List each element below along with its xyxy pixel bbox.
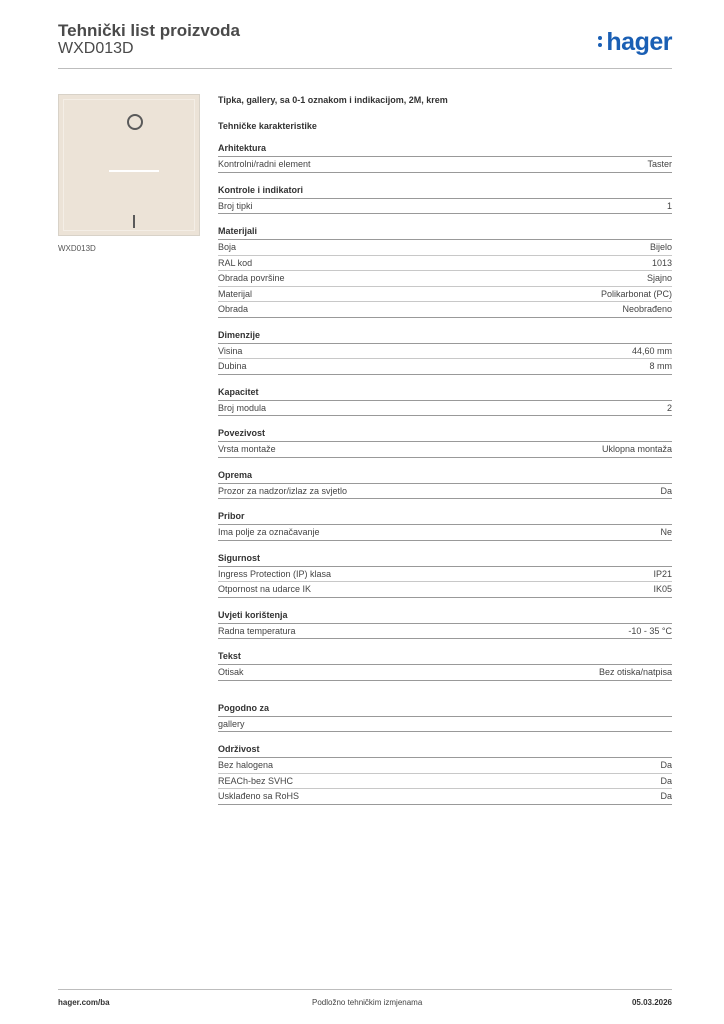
spec-label: Prozor za nadzor/izlaz za svjetlo [218, 485, 348, 496]
spec-row [218, 302, 672, 318]
spec-group-title: Tekst [218, 651, 672, 665]
spec-row [218, 359, 672, 375]
suitable-section [218, 703, 672, 733]
spec-group-title: Kontrole i indikatori [218, 185, 672, 199]
spec-label: Visina [218, 345, 243, 356]
spec-value: Da [660, 791, 672, 801]
spec-label: Obrada površine [218, 273, 285, 283]
spec-row [218, 484, 672, 500]
spec-label: Usklađeno sa RoHS [218, 791, 300, 801]
spec-group-title: Dimenzije [218, 330, 672, 344]
spec-value: Taster [647, 159, 672, 169]
spec-group-rows [218, 401, 672, 417]
spec-group-rows [218, 240, 672, 318]
image-caption: WXD013D [58, 244, 96, 253]
spec-value: Bez otiska/natpisa [598, 667, 672, 677]
spec-row [218, 717, 672, 733]
spec-value: -10 - 35 °C [628, 625, 672, 636]
spec-group-title: Uvjeti korištenja [218, 610, 672, 624]
spec-value: Ne [660, 527, 672, 537]
spec-row [218, 271, 672, 287]
product-code: WXD013D [58, 40, 134, 57]
spec-row [218, 401, 672, 417]
on-symbol-icon [133, 215, 135, 228]
footer-disclaimer: Podložno tehničkim izmjenama [312, 998, 423, 1007]
spec-label: Dubina [218, 361, 247, 371]
spec-value: Neobrađeno [622, 304, 672, 314]
tech-characteristics-heading: Tehničke karakteristike [218, 121, 317, 131]
spec-label: Ima polje za označavanje [218, 527, 320, 537]
spec-group-rows [218, 442, 672, 458]
spec-row [218, 624, 672, 640]
spec-value: 2 [666, 402, 672, 413]
spec-row [218, 758, 672, 774]
spec-value: Da [660, 485, 672, 496]
spec-label: RAL kod [218, 257, 253, 268]
spec-value: 44,60 mm [631, 345, 672, 356]
spec-label: Kontrolni/radni element [218, 159, 311, 169]
spec-value: Da [660, 775, 672, 786]
spec-row [218, 789, 672, 805]
footer-website[interactable]: hager.com/ba [58, 998, 110, 1007]
indicator-line-icon [109, 170, 159, 172]
spec-group-rows [218, 484, 672, 500]
spec-row [218, 442, 672, 458]
hager-logo[interactable] [598, 28, 672, 57]
spec-row [218, 240, 672, 256]
spec-label: Vrsta montaže [218, 444, 276, 454]
spec-group-rows [218, 344, 672, 375]
product-image [58, 94, 200, 236]
spec-content [218, 95, 672, 805]
spec-group-rows [218, 665, 672, 681]
spec-value: Da [660, 760, 672, 770]
spec-group-rows [218, 199, 672, 215]
spec-group-rows [218, 624, 672, 640]
product-description: Tipka, gallery, sa 0-1 oznakom i indikacijom, 2M, krem [218, 95, 448, 105]
spec-label: Bez halogena [218, 760, 274, 770]
logo-dots-icon [598, 33, 604, 50]
spec-label: Boja [218, 242, 237, 252]
spec-row [218, 344, 672, 360]
spec-group-rows [218, 157, 672, 173]
spec-groups [218, 143, 672, 681]
spec-value: 1 [666, 200, 672, 211]
sustainability-section [218, 744, 672, 805]
spec-value: Polikarbonat (PC) [600, 288, 672, 299]
footer-date: 05.03.2026 [631, 998, 672, 1007]
spec-label: Obrada [218, 304, 249, 314]
spec-label: Otisak [218, 667, 244, 677]
spec-group-rows [218, 567, 672, 598]
spec-value: Sjajno [646, 273, 672, 283]
spec-label: gallery [218, 718, 245, 729]
spec-group-title: Sigurnost [218, 553, 672, 567]
spec-group-title: Oprema [218, 470, 672, 484]
suitable-title: Pogodno za [218, 703, 672, 717]
spec-value: 8 mm [649, 361, 672, 371]
spec-value: Uklopna montaža [601, 444, 672, 454]
spec-label: Broj tipki [218, 200, 253, 211]
spec-label: Materijal [218, 288, 253, 299]
spec-group-title: Pribor [218, 511, 672, 525]
footer-divider [58, 989, 672, 990]
spec-row [218, 774, 672, 790]
spec-label: Radna temperatura [218, 625, 296, 636]
spec-row [218, 199, 672, 215]
spec-group-rows [218, 525, 672, 541]
spec-row [218, 665, 672, 681]
spec-group-title: Arhitektura [218, 143, 672, 157]
spec-label: Ingress Protection (IP) klasa [218, 568, 332, 579]
page-title: Tehnički list proizvoda [58, 21, 240, 40]
spec-label: Otpornost na udarce IK [218, 584, 312, 594]
spec-value: IP21 [653, 568, 672, 579]
spec-row [218, 567, 672, 583]
spec-value: Bijelo [649, 242, 672, 252]
spec-value: IK05 [653, 584, 672, 594]
spec-group-title: Materijali [218, 226, 672, 240]
spec-row [218, 582, 672, 598]
sustainability-title: Održivost [218, 744, 672, 758]
spec-row [218, 287, 672, 303]
spec-group-title: Kapacitet [218, 387, 672, 401]
spec-row [218, 256, 672, 272]
header-divider [58, 68, 672, 69]
off-symbol-icon [127, 114, 143, 130]
spec-group-title: Povezivost [218, 428, 672, 442]
spec-value: 1013 [651, 257, 672, 268]
switch-plate-icon [63, 99, 195, 231]
spec-label: REACh-bez SVHC [218, 775, 294, 786]
spec-label: Broj modula [218, 402, 267, 413]
spec-row [218, 525, 672, 541]
spec-row [218, 157, 672, 173]
logo-text: hager [606, 28, 672, 56]
